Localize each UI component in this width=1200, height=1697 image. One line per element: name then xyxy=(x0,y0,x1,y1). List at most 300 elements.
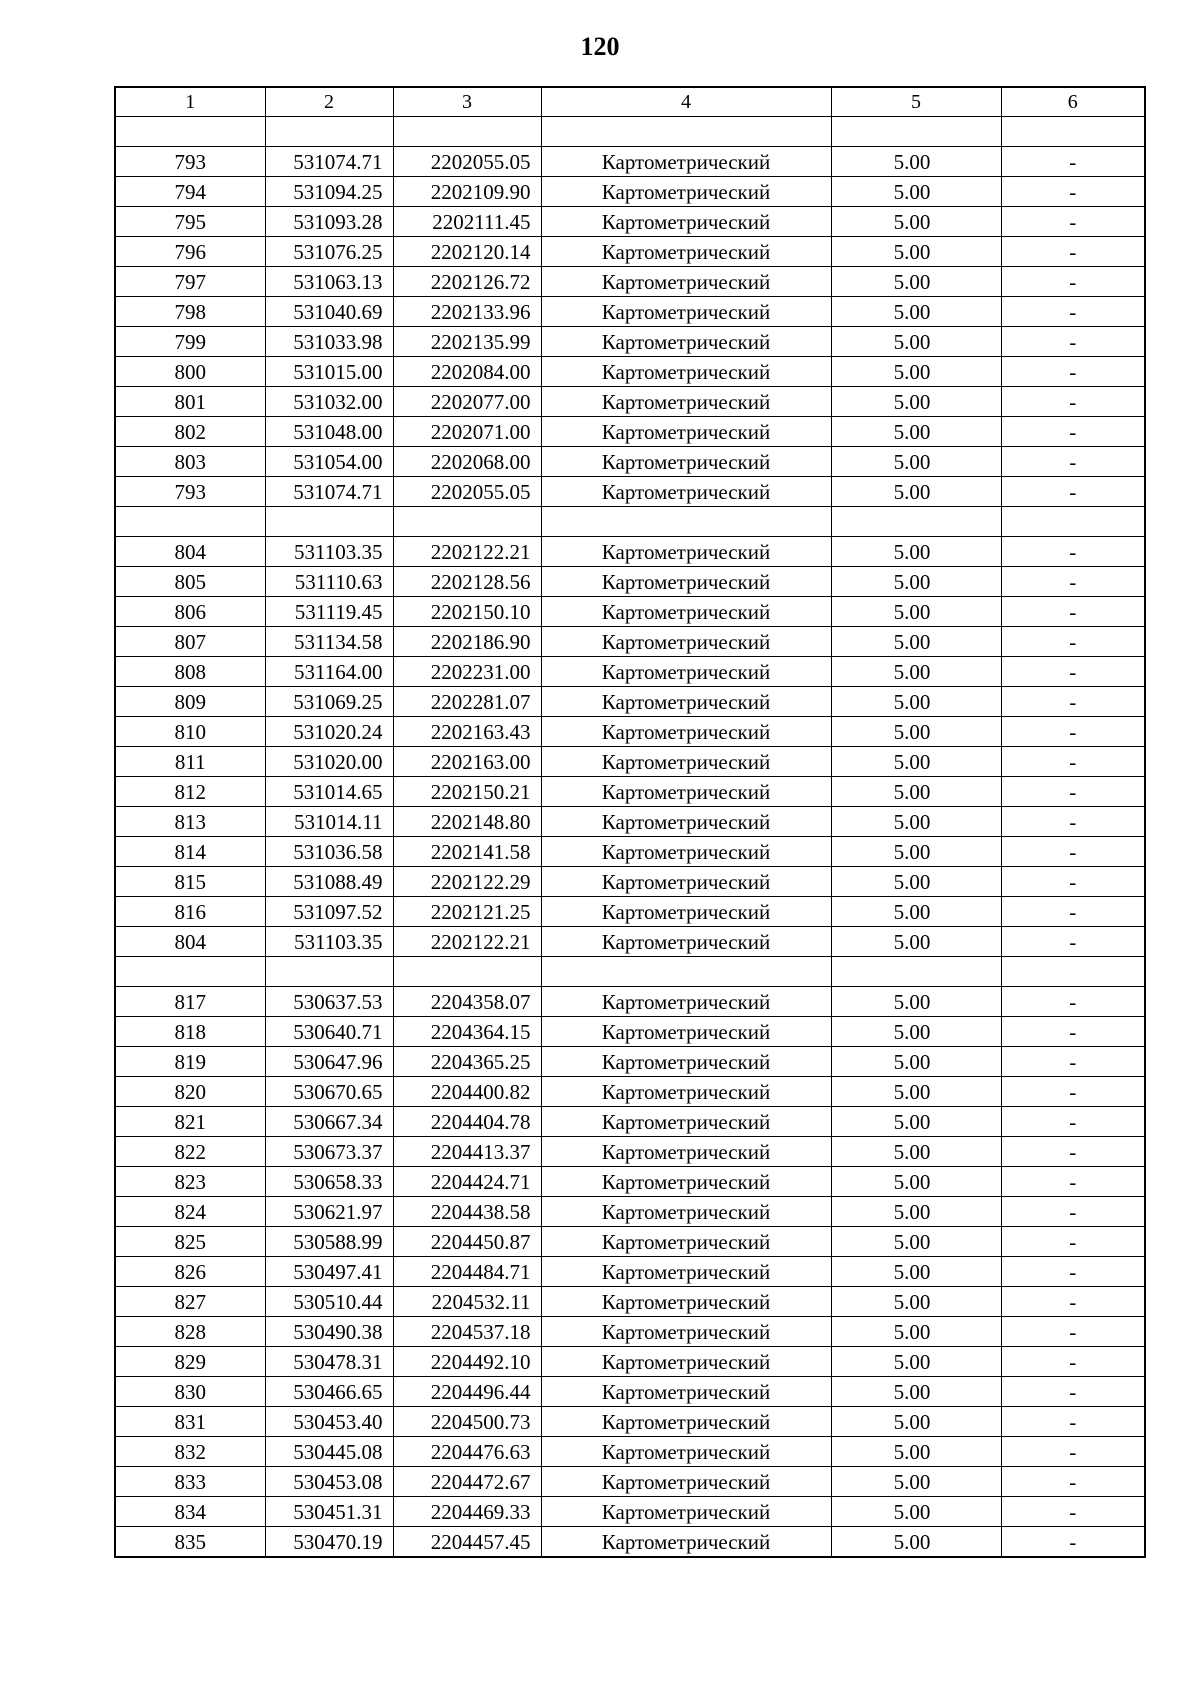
y-coordinate-cell: 2204469.33 xyxy=(393,1497,541,1527)
accuracy-cell: 5.00 xyxy=(831,927,1001,957)
x-coordinate-cell: 531033.98 xyxy=(265,327,393,357)
accuracy-cell: 5.00 xyxy=(831,1257,1001,1287)
empty-cell xyxy=(541,957,831,987)
note-cell: - xyxy=(1001,567,1145,597)
x-coordinate-cell: 530667.34 xyxy=(265,1107,393,1137)
accuracy-cell: 5.00 xyxy=(831,1077,1001,1107)
table-row xyxy=(115,687,1145,717)
method-cell: Картометрический xyxy=(541,1497,831,1527)
x-coordinate-cell: 531097.52 xyxy=(265,897,393,927)
table-row xyxy=(115,1377,1145,1407)
point-number-cell: 832 xyxy=(115,1437,265,1467)
point-number-cell: 798 xyxy=(115,297,265,327)
y-coordinate-cell: 2204450.87 xyxy=(393,1227,541,1257)
accuracy-cell: 5.00 xyxy=(831,387,1001,417)
accuracy-cell: 5.00 xyxy=(831,1377,1001,1407)
x-coordinate-cell: 531074.71 xyxy=(265,147,393,177)
x-coordinate-cell: 530453.08 xyxy=(265,1467,393,1497)
empty-cell xyxy=(1001,117,1145,147)
table-row xyxy=(115,897,1145,927)
y-coordinate-cell: 2202122.29 xyxy=(393,867,541,897)
note-cell: - xyxy=(1001,1407,1145,1437)
y-coordinate-cell: 2204413.37 xyxy=(393,1137,541,1167)
empty-cell xyxy=(541,117,831,147)
x-coordinate-cell: 531063.13 xyxy=(265,267,393,297)
table-row xyxy=(115,987,1145,1017)
y-coordinate-cell: 2204537.18 xyxy=(393,1317,541,1347)
table-row xyxy=(115,417,1145,447)
table-row xyxy=(115,717,1145,747)
point-number-cell: 808 xyxy=(115,657,265,687)
note-cell: - xyxy=(1001,717,1145,747)
x-coordinate-cell: 530470.19 xyxy=(265,1527,393,1558)
table-row xyxy=(115,237,1145,267)
accuracy-cell: 5.00 xyxy=(831,1407,1001,1437)
point-number-cell: 820 xyxy=(115,1077,265,1107)
note-cell: - xyxy=(1001,1257,1145,1287)
accuracy-cell: 5.00 xyxy=(831,1167,1001,1197)
point-number-cell: 797 xyxy=(115,267,265,297)
y-coordinate-cell: 2202055.05 xyxy=(393,477,541,507)
y-coordinate-cell: 2204496.44 xyxy=(393,1377,541,1407)
table-row xyxy=(115,147,1145,177)
point-number-cell: 800 xyxy=(115,357,265,387)
method-cell: Картометрический xyxy=(541,357,831,387)
y-coordinate-cell: 2202122.21 xyxy=(393,927,541,957)
method-cell: Картометрический xyxy=(541,1227,831,1257)
accuracy-cell: 5.00 xyxy=(831,897,1001,927)
note-cell: - xyxy=(1001,867,1145,897)
table-row xyxy=(115,567,1145,597)
point-number-cell: 822 xyxy=(115,1137,265,1167)
method-cell: Картометрический xyxy=(541,987,831,1017)
note-cell: - xyxy=(1001,537,1145,567)
method-cell: Картометрический xyxy=(541,387,831,417)
point-number-cell: 830 xyxy=(115,1377,265,1407)
y-coordinate-cell: 2202150.21 xyxy=(393,777,541,807)
point-number-cell: 813 xyxy=(115,807,265,837)
method-cell: Картометрический xyxy=(541,897,831,927)
x-coordinate-cell: 531094.25 xyxy=(265,177,393,207)
point-number-cell: 819 xyxy=(115,1047,265,1077)
method-cell: Картометрический xyxy=(541,597,831,627)
table-row xyxy=(115,1527,1145,1558)
table-row xyxy=(115,657,1145,687)
note-cell: - xyxy=(1001,1347,1145,1377)
method-cell: Картометрический xyxy=(541,1467,831,1497)
x-coordinate-cell: 530588.99 xyxy=(265,1227,393,1257)
point-number-cell: 801 xyxy=(115,387,265,417)
note-cell: - xyxy=(1001,1167,1145,1197)
y-coordinate-cell: 2202084.00 xyxy=(393,357,541,387)
table-row xyxy=(115,177,1145,207)
x-coordinate-cell: 531020.00 xyxy=(265,747,393,777)
point-number-cell: 799 xyxy=(115,327,265,357)
x-coordinate-cell: 531040.69 xyxy=(265,297,393,327)
x-coordinate-cell: 531093.28 xyxy=(265,207,393,237)
accuracy-cell: 5.00 xyxy=(831,267,1001,297)
point-number-cell: 835 xyxy=(115,1527,265,1558)
point-number-cell: 796 xyxy=(115,237,265,267)
accuracy-cell: 5.00 xyxy=(831,1317,1001,1347)
y-coordinate-cell: 2202109.90 xyxy=(393,177,541,207)
method-cell: Картометрический xyxy=(541,777,831,807)
method-cell: Картометрический xyxy=(541,657,831,687)
method-cell: Картометрический xyxy=(541,687,831,717)
y-coordinate-cell: 2202126.72 xyxy=(393,267,541,297)
note-cell: - xyxy=(1001,147,1145,177)
note-cell: - xyxy=(1001,1017,1145,1047)
group-separator-row xyxy=(115,957,1145,987)
note-cell: - xyxy=(1001,747,1145,777)
note-cell: - xyxy=(1001,477,1145,507)
empty-cell xyxy=(1001,507,1145,537)
table-row xyxy=(115,297,1145,327)
note-cell: - xyxy=(1001,447,1145,477)
empty-cell xyxy=(1001,957,1145,987)
empty-cell xyxy=(115,117,265,147)
x-coordinate-cell: 530478.31 xyxy=(265,1347,393,1377)
note-cell: - xyxy=(1001,1287,1145,1317)
table-row xyxy=(115,1437,1145,1467)
point-number-cell: 828 xyxy=(115,1317,265,1347)
x-coordinate-cell: 531103.35 xyxy=(265,537,393,567)
method-cell: Картометрический xyxy=(541,567,831,597)
point-number-cell: 811 xyxy=(115,747,265,777)
accuracy-cell: 5.00 xyxy=(831,687,1001,717)
note-cell: - xyxy=(1001,327,1145,357)
y-coordinate-cell: 2204365.25 xyxy=(393,1047,541,1077)
table-row xyxy=(115,1077,1145,1107)
table-row xyxy=(115,627,1145,657)
x-coordinate-cell: 530453.40 xyxy=(265,1407,393,1437)
point-number-cell: 810 xyxy=(115,717,265,747)
x-coordinate-cell: 530670.65 xyxy=(265,1077,393,1107)
x-coordinate-cell: 531076.25 xyxy=(265,237,393,267)
x-coordinate-cell: 531110.63 xyxy=(265,567,393,597)
accuracy-cell: 5.00 xyxy=(831,987,1001,1017)
accuracy-cell: 5.00 xyxy=(831,1467,1001,1497)
x-coordinate-cell: 530490.38 xyxy=(265,1317,393,1347)
table-row xyxy=(115,1257,1145,1287)
empty-cell xyxy=(265,957,393,987)
header-row xyxy=(115,87,1145,117)
x-coordinate-cell: 530647.96 xyxy=(265,1047,393,1077)
point-number-cell: 815 xyxy=(115,867,265,897)
table-row xyxy=(115,747,1145,777)
y-coordinate-cell: 2202133.96 xyxy=(393,297,541,327)
table-row xyxy=(115,1497,1145,1527)
x-coordinate-cell: 531164.00 xyxy=(265,657,393,687)
x-coordinate-cell: 531014.65 xyxy=(265,777,393,807)
column-header-6: 6 xyxy=(1001,87,1145,117)
table-row xyxy=(115,1317,1145,1347)
x-coordinate-cell: 531032.00 xyxy=(265,387,393,417)
table-row xyxy=(115,1347,1145,1377)
table-row xyxy=(115,207,1145,237)
empty-cell xyxy=(265,117,393,147)
note-cell: - xyxy=(1001,1377,1145,1407)
y-coordinate-cell: 2202186.90 xyxy=(393,627,541,657)
accuracy-cell: 5.00 xyxy=(831,417,1001,447)
point-number-cell: 805 xyxy=(115,567,265,597)
note-cell: - xyxy=(1001,1227,1145,1257)
note-cell: - xyxy=(1001,237,1145,267)
point-number-cell: 827 xyxy=(115,1287,265,1317)
x-coordinate-cell: 531074.71 xyxy=(265,477,393,507)
y-coordinate-cell: 2202068.00 xyxy=(393,447,541,477)
note-cell: - xyxy=(1001,297,1145,327)
table-row xyxy=(115,327,1145,357)
method-cell: Картометрический xyxy=(541,747,831,777)
accuracy-cell: 5.00 xyxy=(831,837,1001,867)
method-cell: Картометрический xyxy=(541,1197,831,1227)
accuracy-cell: 5.00 xyxy=(831,807,1001,837)
method-cell: Картометрический xyxy=(541,147,831,177)
x-coordinate-cell: 531054.00 xyxy=(265,447,393,477)
y-coordinate-cell: 2204500.73 xyxy=(393,1407,541,1437)
point-number-cell: 823 xyxy=(115,1167,265,1197)
method-cell: Картометрический xyxy=(541,1317,831,1347)
accuracy-cell: 5.00 xyxy=(831,1437,1001,1467)
accuracy-cell: 5.00 xyxy=(831,1227,1001,1257)
accuracy-cell: 5.00 xyxy=(831,237,1001,267)
point-number-cell: 829 xyxy=(115,1347,265,1377)
x-coordinate-cell: 531014.11 xyxy=(265,807,393,837)
note-cell: - xyxy=(1001,627,1145,657)
method-cell: Картометрический xyxy=(541,1137,831,1167)
note-cell: - xyxy=(1001,837,1145,867)
y-coordinate-cell: 2202281.07 xyxy=(393,687,541,717)
method-cell: Картометрический xyxy=(541,1287,831,1317)
accuracy-cell: 5.00 xyxy=(831,717,1001,747)
point-number-cell: 809 xyxy=(115,687,265,717)
table-row xyxy=(115,837,1145,867)
y-coordinate-cell: 2202122.21 xyxy=(393,537,541,567)
empty-cell xyxy=(265,507,393,537)
method-cell: Картометрический xyxy=(541,807,831,837)
y-coordinate-cell: 2204472.67 xyxy=(393,1467,541,1497)
y-coordinate-cell: 2202077.00 xyxy=(393,387,541,417)
accuracy-cell: 5.00 xyxy=(831,1137,1001,1167)
y-coordinate-cell: 2202141.58 xyxy=(393,837,541,867)
note-cell: - xyxy=(1001,1047,1145,1077)
x-coordinate-cell: 530466.65 xyxy=(265,1377,393,1407)
note-cell: - xyxy=(1001,387,1145,417)
x-coordinate-cell: 530640.71 xyxy=(265,1017,393,1047)
method-cell: Картометрический xyxy=(541,717,831,747)
accuracy-cell: 5.00 xyxy=(831,1287,1001,1317)
method-cell: Картометрический xyxy=(541,267,831,297)
table-row xyxy=(115,1107,1145,1137)
table-row xyxy=(115,447,1145,477)
accuracy-cell: 5.00 xyxy=(831,567,1001,597)
table-row xyxy=(115,1017,1145,1047)
method-cell: Картометрический xyxy=(541,837,831,867)
point-number-cell: 806 xyxy=(115,597,265,627)
x-coordinate-cell: 531015.00 xyxy=(265,357,393,387)
accuracy-cell: 5.00 xyxy=(831,297,1001,327)
method-cell: Картометрический xyxy=(541,207,831,237)
note-cell: - xyxy=(1001,807,1145,837)
point-number-cell: 833 xyxy=(115,1467,265,1497)
note-cell: - xyxy=(1001,1527,1145,1558)
method-cell: Картометрический xyxy=(541,177,831,207)
empty-cell xyxy=(393,507,541,537)
method-cell: Картометрический xyxy=(541,417,831,447)
method-cell: Картометрический xyxy=(541,327,831,357)
accuracy-cell: 5.00 xyxy=(831,1527,1001,1558)
table-row xyxy=(115,1047,1145,1077)
accuracy-cell: 5.00 xyxy=(831,147,1001,177)
method-cell: Картометрический xyxy=(541,867,831,897)
accuracy-cell: 5.00 xyxy=(831,357,1001,387)
y-coordinate-cell: 2204438.58 xyxy=(393,1197,541,1227)
note-cell: - xyxy=(1001,1497,1145,1527)
y-coordinate-cell: 2202150.10 xyxy=(393,597,541,627)
method-cell: Картометрический xyxy=(541,447,831,477)
column-header-3: 3 xyxy=(393,87,541,117)
x-coordinate-cell: 530621.97 xyxy=(265,1197,393,1227)
y-coordinate-cell: 2202128.56 xyxy=(393,567,541,597)
accuracy-cell: 5.00 xyxy=(831,627,1001,657)
method-cell: Картометрический xyxy=(541,1257,831,1287)
point-number-cell: 824 xyxy=(115,1197,265,1227)
point-number-cell: 818 xyxy=(115,1017,265,1047)
x-coordinate-cell: 530673.37 xyxy=(265,1137,393,1167)
note-cell: - xyxy=(1001,1467,1145,1497)
y-coordinate-cell: 2202163.43 xyxy=(393,717,541,747)
empty-cell xyxy=(393,117,541,147)
method-cell: Картометрический xyxy=(541,1437,831,1467)
point-number-cell: 817 xyxy=(115,987,265,1017)
accuracy-cell: 5.00 xyxy=(831,1107,1001,1137)
x-coordinate-cell: 531088.49 xyxy=(265,867,393,897)
note-cell: - xyxy=(1001,927,1145,957)
accuracy-cell: 5.00 xyxy=(831,1197,1001,1227)
accuracy-cell: 5.00 xyxy=(831,1497,1001,1527)
note-cell: - xyxy=(1001,897,1145,927)
note-cell: - xyxy=(1001,1107,1145,1137)
method-cell: Картометрический xyxy=(541,1107,831,1137)
method-cell: Картометрический xyxy=(541,927,831,957)
y-coordinate-cell: 2202055.05 xyxy=(393,147,541,177)
point-number-cell: 812 xyxy=(115,777,265,807)
x-coordinate-cell: 531036.58 xyxy=(265,837,393,867)
y-coordinate-cell: 2202111.45 xyxy=(393,207,541,237)
point-number-cell: 831 xyxy=(115,1407,265,1437)
table-row xyxy=(115,777,1145,807)
point-number-cell: 794 xyxy=(115,177,265,207)
note-cell: - xyxy=(1001,1137,1145,1167)
y-coordinate-cell: 2202120.14 xyxy=(393,237,541,267)
x-coordinate-cell: 530658.33 xyxy=(265,1167,393,1197)
x-coordinate-cell: 530451.31 xyxy=(265,1497,393,1527)
note-cell: - xyxy=(1001,207,1145,237)
method-cell: Картометрический xyxy=(541,1527,831,1558)
coordinates-table xyxy=(114,86,1146,1558)
point-number-cell: 804 xyxy=(115,927,265,957)
empty-cell xyxy=(115,507,265,537)
x-coordinate-cell: 531119.45 xyxy=(265,597,393,627)
empty-cell xyxy=(115,957,265,987)
point-number-cell: 803 xyxy=(115,447,265,477)
y-coordinate-cell: 2202135.99 xyxy=(393,327,541,357)
method-cell: Картометрический xyxy=(541,237,831,267)
table-header xyxy=(115,87,1145,117)
accuracy-cell: 5.00 xyxy=(831,177,1001,207)
column-header-1: 1 xyxy=(115,87,265,117)
note-cell: - xyxy=(1001,1077,1145,1107)
point-number-cell: 802 xyxy=(115,417,265,447)
note-cell: - xyxy=(1001,417,1145,447)
point-number-cell: 821 xyxy=(115,1107,265,1137)
method-cell: Картометрический xyxy=(541,1017,831,1047)
note-cell: - xyxy=(1001,657,1145,687)
point-number-cell: 804 xyxy=(115,537,265,567)
y-coordinate-cell: 2204476.63 xyxy=(393,1437,541,1467)
table-row xyxy=(115,537,1145,567)
accuracy-cell: 5.00 xyxy=(831,777,1001,807)
table-body xyxy=(115,117,1145,1558)
method-cell: Картометрический xyxy=(541,297,831,327)
accuracy-cell: 5.00 xyxy=(831,867,1001,897)
empty-cell xyxy=(831,507,1001,537)
empty-cell xyxy=(541,507,831,537)
table-row xyxy=(115,1137,1145,1167)
note-cell: - xyxy=(1001,1197,1145,1227)
y-coordinate-cell: 2202148.80 xyxy=(393,807,541,837)
table-row xyxy=(115,927,1145,957)
method-cell: Картометрический xyxy=(541,1407,831,1437)
method-cell: Картометрический xyxy=(541,627,831,657)
x-coordinate-cell: 531103.35 xyxy=(265,927,393,957)
y-coordinate-cell: 2204484.71 xyxy=(393,1257,541,1287)
accuracy-cell: 5.00 xyxy=(831,447,1001,477)
table-row xyxy=(115,1167,1145,1197)
empty-cell xyxy=(393,957,541,987)
table-row xyxy=(115,1197,1145,1227)
point-number-cell: 826 xyxy=(115,1257,265,1287)
method-cell: Картометрический xyxy=(541,477,831,507)
x-coordinate-cell: 530497.41 xyxy=(265,1257,393,1287)
note-cell: - xyxy=(1001,1317,1145,1347)
point-number-cell: 807 xyxy=(115,627,265,657)
point-number-cell: 825 xyxy=(115,1227,265,1257)
accuracy-cell: 5.00 xyxy=(831,747,1001,777)
x-coordinate-cell: 531134.58 xyxy=(265,627,393,657)
x-coordinate-cell: 530637.53 xyxy=(265,987,393,1017)
table-row xyxy=(115,357,1145,387)
column-header-5: 5 xyxy=(831,87,1001,117)
accuracy-cell: 5.00 xyxy=(831,597,1001,627)
accuracy-cell: 5.00 xyxy=(831,327,1001,357)
table-row xyxy=(115,387,1145,417)
y-coordinate-cell: 2202163.00 xyxy=(393,747,541,777)
table-row xyxy=(115,477,1145,507)
y-coordinate-cell: 2204532.11 xyxy=(393,1287,541,1317)
table-row xyxy=(115,1407,1145,1437)
accuracy-cell: 5.00 xyxy=(831,537,1001,567)
accuracy-cell: 5.00 xyxy=(831,657,1001,687)
point-number-cell: 793 xyxy=(115,147,265,177)
page-number: 120 xyxy=(580,32,620,61)
table-row xyxy=(115,807,1145,837)
table-row xyxy=(115,1227,1145,1257)
empty-cell xyxy=(831,117,1001,147)
table-row xyxy=(115,597,1145,627)
y-coordinate-cell: 2204457.45 xyxy=(393,1527,541,1558)
